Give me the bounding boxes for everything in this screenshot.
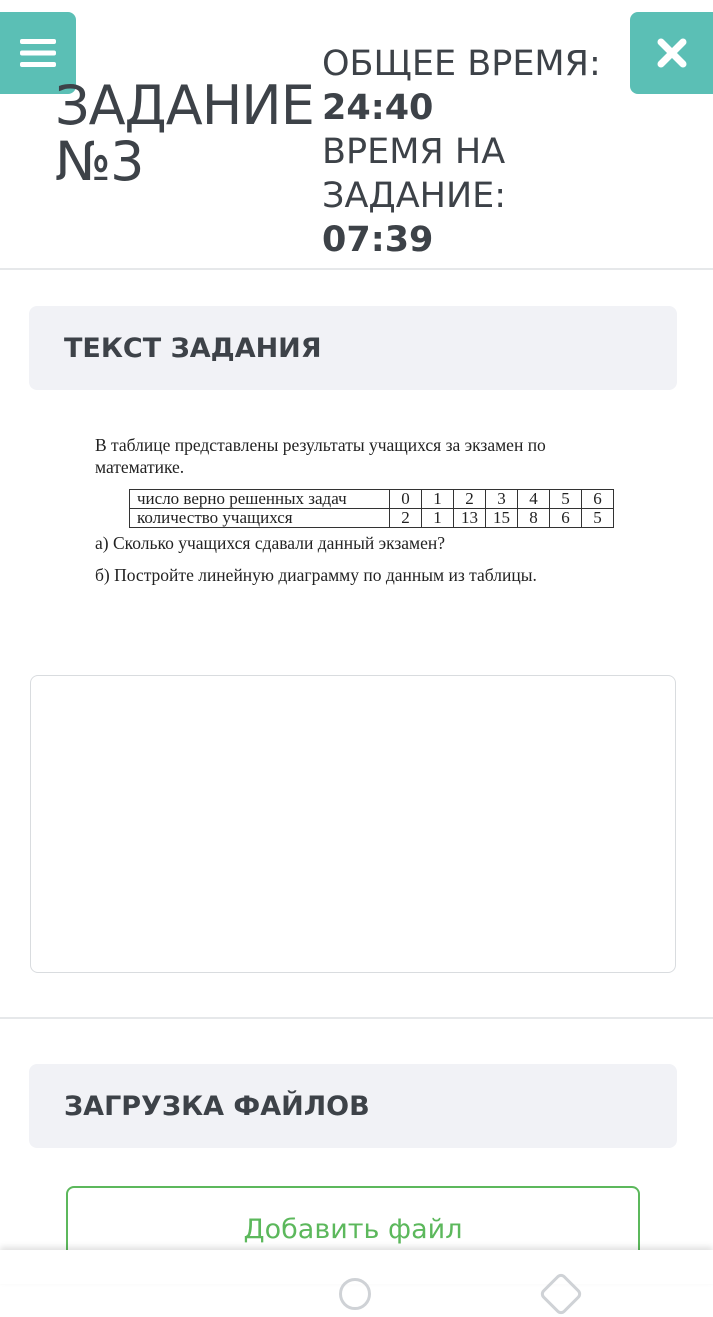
question-b: б) Постройте линейную диаграмму по данным из таблицы.	[95, 565, 537, 585]
task-text-heading: ТЕКСТ ЗАДАНИЯ	[29, 306, 677, 390]
table-cell: 3	[486, 490, 518, 509]
divider	[0, 268, 713, 270]
table-cell: 0	[390, 490, 422, 509]
question-a: а) Сколько учащихся сдавали данный экзамен?	[95, 533, 446, 553]
table-cell: 2	[454, 490, 486, 509]
table-row	[130, 490, 614, 509]
file-upload-heading: ЗАГРУЗКА ФАЙЛОВ	[29, 1064, 677, 1148]
table-cell: 13	[454, 509, 486, 528]
table-cell: 6	[582, 490, 614, 509]
table-cell: количество учащихся	[130, 509, 390, 528]
task-time-label-2: ЗАДАНИЕ:	[322, 176, 507, 216]
bottom-toolbar	[0, 1250, 713, 1284]
table-cell: число верно решенных задач	[130, 490, 390, 509]
page-title	[55, 74, 325, 193]
table-cell: 2	[390, 509, 422, 528]
table-cell: 5	[582, 509, 614, 528]
close-button[interactable]	[630, 12, 713, 94]
task-time-label-1: ВРЕМЯ НА	[322, 132, 506, 172]
task-intro-1: В таблице представлены результаты учащихся за экзамен по	[95, 435, 546, 455]
circle-icon[interactable]	[339, 1278, 371, 1310]
timers	[322, 42, 622, 262]
table-cell: 4	[518, 490, 550, 509]
title-line-2: №3	[55, 130, 144, 193]
task-table	[129, 489, 614, 528]
table-cell: 6	[550, 509, 582, 528]
close-x-icon	[656, 37, 688, 69]
table-cell: 1	[422, 490, 454, 509]
title-line-1: ЗАДАНИЕ	[55, 74, 314, 137]
task-content	[95, 434, 635, 586]
table-row	[130, 509, 614, 528]
table-cell: 5	[550, 490, 582, 509]
hamburger-icon	[18, 37, 58, 69]
add-file-button[interactable]: Добавить файл	[66, 1186, 640, 1276]
task-intro-2: математике.	[95, 457, 185, 477]
answer-textarea[interactable]	[30, 675, 676, 973]
total-time-label: ОБЩЕЕ ВРЕМЯ:	[322, 44, 601, 84]
table-cell: 8	[518, 509, 550, 528]
nav-icon[interactable]	[538, 1271, 583, 1316]
divider	[0, 1017, 713, 1019]
task-time-row	[322, 174, 622, 262]
table-cell: 1	[422, 509, 454, 528]
task-time-value: 07:39	[322, 220, 434, 260]
total-time-value: 24:40	[322, 88, 434, 128]
table-cell: 15	[486, 509, 518, 528]
